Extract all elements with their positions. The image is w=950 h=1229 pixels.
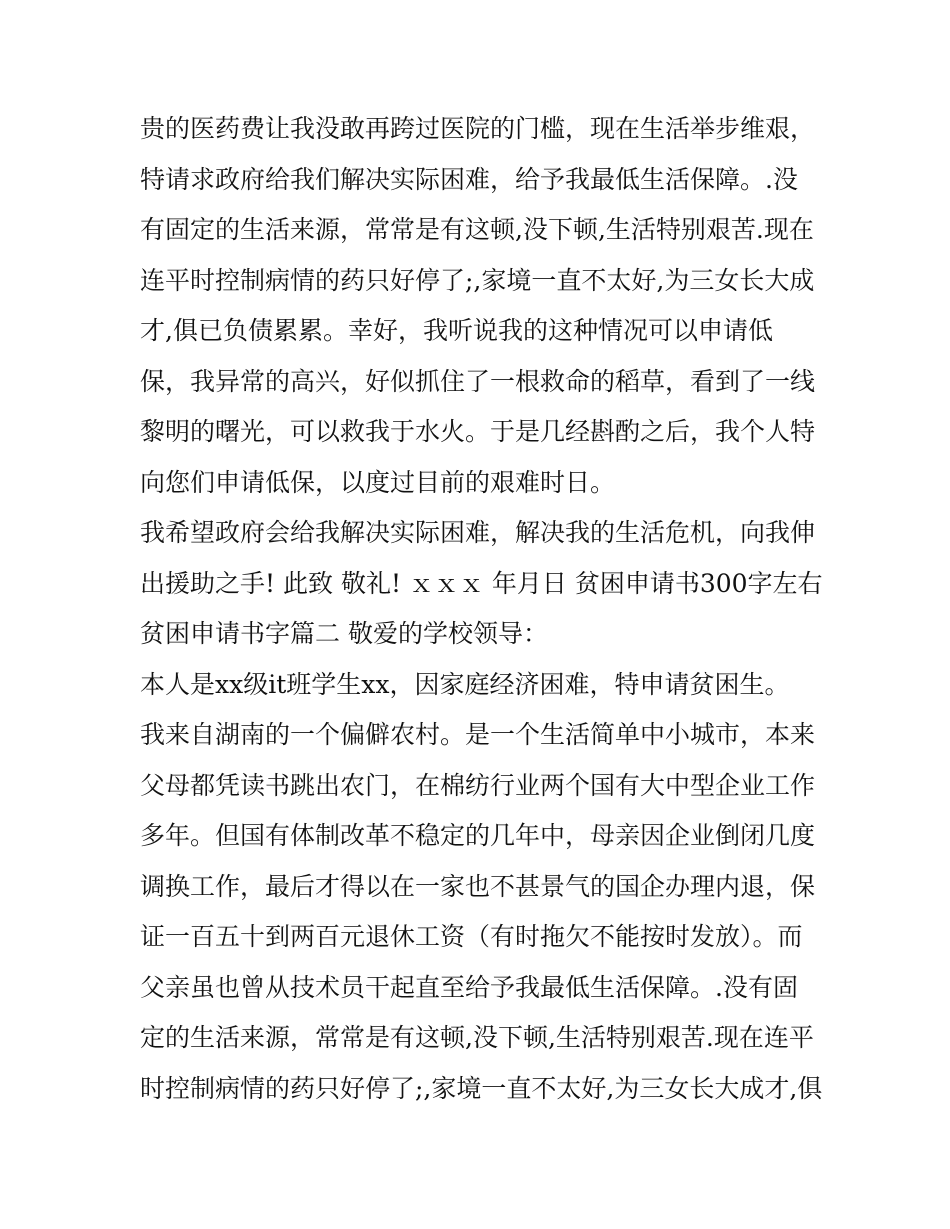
text-line: 向您们申请低保，以度过目前的艰难时日。 (140, 467, 616, 497)
text-line: 父亲虽也曾从技术员干起直至给予我最低生活保障。.没有固 (140, 972, 798, 1002)
text-line: 连平时控制病情的药只好停了;,家境一直不太好,为三女长大成 (140, 265, 815, 295)
text-line: 黎明的曙光，可以救我于水火。于是几经斟酌之后，我个人特 (140, 417, 816, 446)
text-line: 父母都凭读书跳出农门，在棉纺行业两个国有大中型企业工作 (140, 770, 816, 800)
text-line: 我希望政府会给我解决实际困难，解决我的生活危机，向我伸 (140, 518, 816, 547)
text-line: 证一百五十到两百元退休工资（有时拖欠不能按时发放）。而 (140, 922, 803, 951)
text-line: 贵的医药费让我没敢再跨过医院的门槛，现在生活举步维艰， (140, 114, 816, 143)
text-line: 多年。但国有体制改革不稳定的几年中，母亲因企业倒闭几度 (140, 821, 816, 850)
text-line: 保，我异常的高兴，好似抓住了一根救命的稻草，看到了一线 (140, 366, 816, 396)
text-line: 贫困申请书字篇二 敬爱的学校领导： (140, 619, 548, 648)
text-line: 定的生活来源，常常是有这顿,没下顿,生活特别艰苦.现在连平 (140, 1023, 814, 1052)
text-line: 才,俱已负债累累。幸好，我听说我的这种情况可以申请低 (140, 316, 773, 345)
body-text (140, 104, 823, 1114)
text-line: 调换工作，最后才得以在一家也不甚景气的国企办理内退，保 (140, 871, 816, 901)
text-line: 出援助之手! 此致 敬礼! ｘｘｘ 年月日 贫困申请书300字左右 (140, 568, 823, 598)
text-line: 本人是xx级it班学生xx，因家庭经济困难，特申请贫困生。 (140, 669, 790, 699)
text-line: 我来自湖南的一个偏僻农村。是一个生活简单中小城市，本来 (140, 720, 816, 749)
text-line: 有固定的生活来源，常常是有这顿,没下顿,生活特别艰苦.现在 (140, 215, 814, 244)
text-line: 特请求政府给我们解决实际困难，给予我最低生活保障。.没 (140, 164, 798, 194)
text-line: 时控制病情的药只好停了;,家境一直不太好,为三女长大成才,俱 (140, 1073, 823, 1103)
